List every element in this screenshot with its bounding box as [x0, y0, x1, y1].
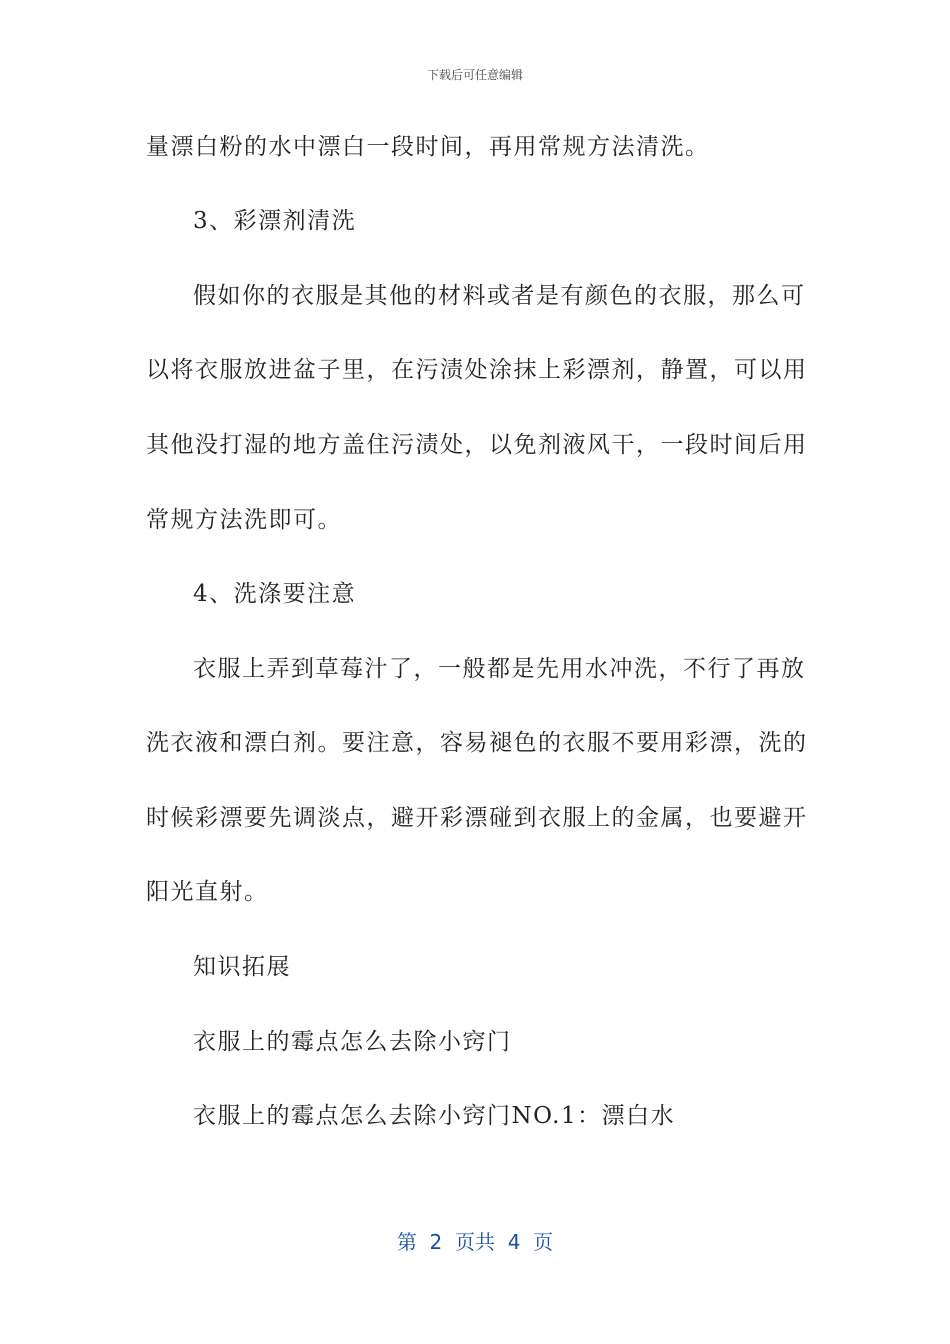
paragraph-line: 洗衣液和漂白剂。要注意，容易褪色的衣服不要用彩漂，洗的 — [146, 730, 808, 756]
paragraph-line: 其他没打湿的地方盖住污渍处，以免剂液风干，一段时间后用 — [146, 432, 808, 458]
section-heading-knowledge: 知识拓展 — [193, 954, 291, 980]
paragraph-line: 量漂白粉的水中漂白一段时间，再用常规方法清洗。 — [146, 134, 710, 160]
paragraph-line: 以将衣服放进盆子里，在污渍处涂抹上彩漂剂，静置，可以用 — [146, 357, 808, 383]
paragraph-line: 假如你的衣服是其他的材料或者是有颜色的衣服，那么可 — [193, 283, 806, 309]
paragraph-line: 衣服上的霉点怎么去除小窍门NO.1：漂白水 — [193, 1103, 676, 1129]
section-heading-4: 4、洗涤要注意 — [193, 581, 357, 607]
paragraph-line: 时候彩漂要先调淡点，避开彩漂碰到衣服上的金属，也要避开 — [146, 805, 808, 831]
paragraph-line: 衣服上弄到草莓汁了，一般都是先用水冲洗，不行了再放 — [193, 656, 806, 682]
paragraph-line: 阳光直射。 — [146, 879, 269, 905]
paragraph-line: 衣服上的霉点怎么去除小窍门 — [193, 1029, 512, 1055]
download-note: 下载后可任意编辑 — [426, 68, 523, 82]
page-number: 第 2 页共 4 页 — [396, 1230, 554, 1254]
section-heading-3: 3、彩漂剂清洗 — [193, 208, 357, 234]
paragraph-line: 常规方法洗即可。 — [146, 507, 342, 533]
